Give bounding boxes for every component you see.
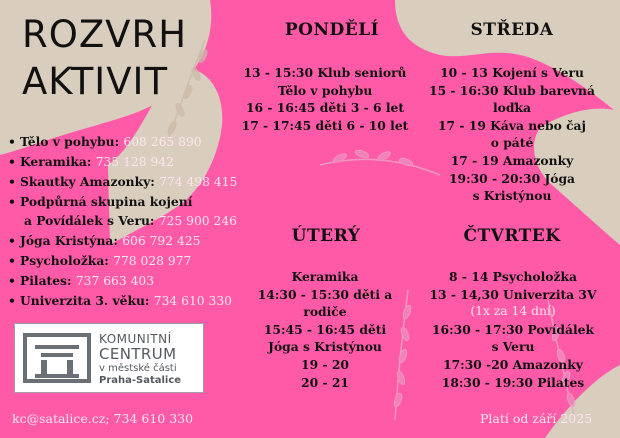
contact-label: Jóga Kristýna:: [20, 233, 118, 248]
bullet-icon: •: [8, 233, 16, 248]
bullet-icon: •: [8, 194, 16, 209]
contact-email: kc@satalice.cz; 734 610 330: [12, 411, 194, 426]
title-line-2: AKTIVIT: [22, 60, 169, 103]
schedule-line: 15 - 16:30 Klub barevná: [429, 82, 595, 98]
schedule-line: 19 - 20: [301, 356, 349, 372]
schedule-line: 20 - 21: [301, 374, 349, 390]
schedule-line: Tělo v pohybu: [277, 82, 373, 98]
contact-phone: 778 028 977: [113, 254, 192, 268]
schedule-line: 16 - 16:45 děti 3 - 6 let: [245, 100, 405, 116]
bullet-icon: •: [8, 174, 16, 189]
schedule-line: 8 - 14 Psycholožka: [449, 269, 577, 284]
contact-item: [8, 132, 270, 152]
contact-phone: 735 128 942: [95, 155, 174, 169]
bullet-icon: •: [8, 154, 16, 169]
schedule-line: o páté: [490, 135, 534, 151]
logo-text-line-1: KOMUNITNÍ: [99, 332, 172, 346]
schedule-line: 14:30 - 15:30 děti a: [257, 286, 393, 302]
wednesday-heading: STŘEDA: [470, 20, 554, 40]
bullet-icon: •: [8, 253, 16, 268]
logo-text-line-3: v městské části: [99, 363, 177, 374]
contact-label: Univerzita 3. věku:: [20, 293, 150, 308]
schedule-line: 18:30 - 19:30 Pilates: [441, 374, 585, 390]
validity-note: Platí od září 2025: [480, 411, 593, 426]
contact-item: [8, 152, 270, 172]
contact-label: Tělo v pohybu:: [20, 134, 120, 149]
schedule-line-note: (1x za 14 dní): [470, 304, 556, 319]
schedule-line: 13 - 14,30 Univerzita 3V: [429, 286, 597, 302]
logo-text-line-4: Praha-Satalice: [99, 375, 182, 386]
schedule-line: 17 - 17:45 děti 6 - 10 let: [241, 117, 409, 133]
schedule-line: 15:45 - 16:45 děti: [263, 321, 387, 337]
bullet-icon: •: [8, 134, 16, 149]
contact-phone: 774 498 415: [159, 175, 238, 189]
schedule-line: 17 - 19 Káva nebo čaj: [438, 117, 586, 133]
contact-phone: 734 610 330: [153, 294, 232, 308]
tuesday-schedule: [226, 268, 424, 391]
contact-phone: 606 792 425: [122, 234, 201, 248]
schedule-line: Jóga s Kristýnou: [268, 339, 382, 355]
monday-schedule: [230, 64, 420, 134]
contact-item: [8, 231, 270, 251]
contact-label: a Povídálek s Veru:: [24, 213, 155, 228]
schedule-line: 13 - 15:30 Klub seniorů: [243, 65, 407, 80]
bullet-icon: •: [8, 293, 16, 308]
schedule-line: 19:30 - 20:30 Jóga: [448, 170, 576, 186]
schedule-line: loďka: [493, 100, 531, 116]
thursday-schedule: [418, 268, 608, 391]
schedule-line: rodiče: [303, 304, 347, 320]
building-icon: [23, 333, 91, 383]
contact-label: Skautky Amazonky:: [20, 174, 155, 189]
contact-item: [8, 211, 270, 231]
logo-text-line-2: CENTRUM: [99, 345, 177, 363]
contact-item: [8, 172, 270, 192]
schedule-line: 10 - 13 Kojení s Veru: [440, 65, 584, 80]
contact-phone: 737 663 403: [75, 274, 155, 288]
schedule-line: s Kristýnou: [472, 188, 552, 204]
contact-label: Keramika:: [20, 154, 92, 169]
contact-phone: 608 265 890: [123, 135, 202, 149]
wednesday-schedule: [418, 64, 606, 205]
tuesday-heading: ÚTERÝ: [291, 226, 361, 246]
title-line-1: ROZVRH: [22, 13, 188, 56]
bullet-icon: •: [8, 273, 16, 288]
schedule-line: s Veru: [491, 339, 535, 355]
schedule-line: Keramika: [291, 269, 359, 284]
community-center-logo: [14, 323, 204, 393]
contact-label: Podpůrná skupina kojení: [20, 194, 193, 209]
contact-item: [8, 192, 270, 211]
contact-label: Pilates:: [20, 273, 72, 288]
thursday-heading: ČTVRTEK: [463, 226, 561, 246]
contact-label: Psycholožka:: [20, 253, 109, 268]
contact-phone: 725 900 246: [158, 214, 237, 228]
monday-heading: PONDĚLÍ: [284, 20, 380, 40]
schedule-line: 16:30 - 17:30 Povídálek: [432, 321, 594, 337]
schedule-line: 17:30 -20 Amazonky: [443, 356, 583, 372]
schedule-line: 17 - 19 Amazonky: [450, 152, 574, 168]
